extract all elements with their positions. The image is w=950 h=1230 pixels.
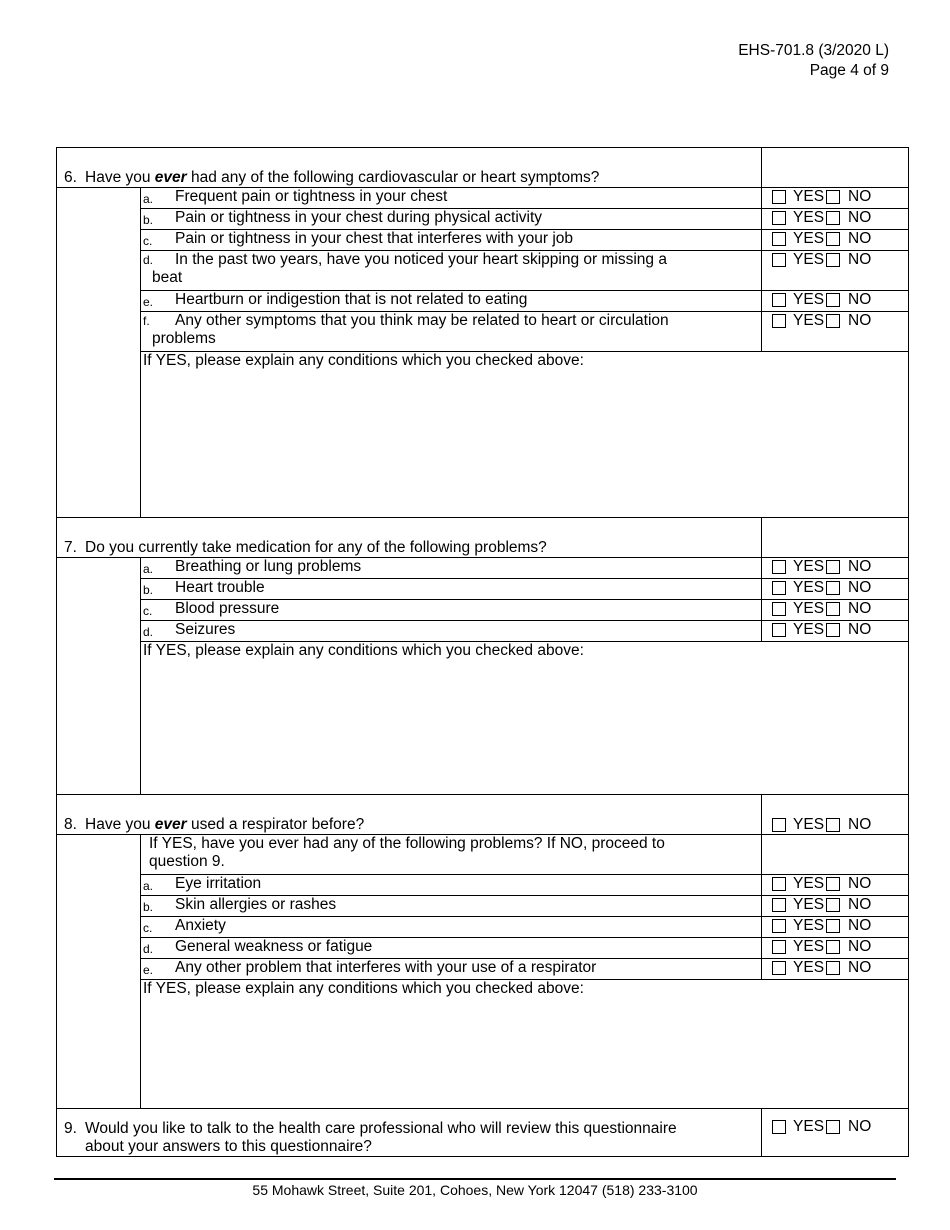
question-8: 8. Have you ever used a respirator before? [57,795,762,835]
question-6-item-a: a. Frequent pain or tightness in your chest YES NO [57,188,909,209]
yes-checkbox[interactable] [772,818,786,832]
yes-checkbox[interactable] [772,877,786,891]
yes-checkbox[interactable] [772,293,786,307]
question-8-row: 8. Have you ever used a respirator before? YES NO [57,795,909,835]
yes-checkbox[interactable] [772,314,786,328]
question-6-item-c: c. Pain or tightness in your chest that interferes with your job YES NO [57,230,909,251]
no-checkbox[interactable] [826,190,840,204]
question-8-intro: If YES, have you ever had any of the following problems? If NO, proceed to [149,835,665,852]
explain-label: If YES, please explain any conditions which you checked above: [143,642,584,659]
question-7-answer-empty [762,518,909,558]
page-number: Page 4 of 9 [809,62,889,79]
yes-checkbox[interactable] [772,919,786,933]
question-6-item-f: f. Any other symptoms that you think may be related to heart or circulation problems YES NO [57,312,909,352]
question-9: 9. Would you like to talk to the health care professional who will review this questionnaire about your answers to this questionnaire? [57,1109,762,1157]
no-checkbox[interactable] [826,581,840,595]
no-checkbox[interactable] [826,1120,840,1134]
item-text: Any other symptoms that you think may be related to heart or circulation [175,312,669,329]
question-7-item-b: b. Heart trouble YES NO [57,579,909,600]
yes-checkbox[interactable] [772,961,786,975]
item-text: Pain or tightness in your chest during physical activity [175,209,543,226]
no-checkbox[interactable] [826,314,840,328]
yes-checkbox[interactable] [772,1120,786,1134]
no-checkbox[interactable] [826,560,840,574]
item-text: Pain or tightness in your chest that interferes with your job [175,230,574,247]
question-7: 7. Do you currently take medication for any of the following problems? [57,518,762,558]
item-text: Blood pressure [175,600,280,617]
yes-checkbox[interactable] [772,253,786,267]
item-text: Heartburn or indigestion that is not related to eating [175,291,528,308]
item-text-continued: beat [152,269,183,286]
no-checkbox[interactable] [826,623,840,637]
question-9-row: 9. Would you like to talk to the health care professional who will review this questionnaire about your answers to this questionnaire? YES NO [57,1109,909,1157]
footer-address: 55 Mohawk Street, Suite 201, Cohoes, New York 12047 (518) 233-3100 [252,1182,698,1198]
no-checkbox[interactable] [826,211,840,225]
left-indent-cell [57,835,141,1109]
question-6-explain-row [57,352,909,518]
no-checkbox[interactable] [826,232,840,246]
yes-checkbox[interactable] [772,602,786,616]
no-checkbox[interactable] [826,602,840,616]
no-checkbox[interactable] [826,253,840,267]
question-8-intro-row: If YES, have you ever had any of the following problems? If NO, proceed to question 9. [57,835,909,875]
question-7-explain-row [57,642,909,795]
question-number: 9. [64,1120,77,1137]
question-8-item-e: e. Any other problem that interferes with your use of a respirator YES NO [57,959,909,980]
explain-label: If YES, please explain any conditions which you checked above: [143,980,584,997]
item-text: Eye irritation [175,875,262,892]
question-7-item-d: d. Seizures YES NO [57,621,909,642]
explain-label: If YES, please explain any conditions which you checked above: [143,352,584,369]
no-checkbox[interactable] [826,877,840,891]
question-6-item-e: e. Heartburn or indigestion that is not related to eating YES NO [57,291,909,312]
yes-checkbox[interactable] [772,581,786,595]
question-8-item-c: c. Anxiety YES NO [57,917,909,938]
no-checkbox[interactable] [826,940,840,954]
yes-checkbox[interactable] [772,190,786,204]
yes-checkbox[interactable] [772,940,786,954]
no-checkbox[interactable] [826,919,840,933]
question-7-explain-field[interactable] [141,642,909,795]
question-8-item-d: d. General weakness or fatigue YES NO [57,938,909,959]
question-8-explain-field[interactable] [141,980,909,1109]
left-indent-cell [57,188,141,518]
no-checkbox[interactable] [826,293,840,307]
item-text: Any other problem that interferes with your use of a respirator [175,959,597,976]
item-text: General weakness or fatigue [175,938,373,955]
no-checkbox[interactable] [826,818,840,832]
form-id: EHS-701.8 (3/2020 L) [738,42,889,59]
question-6-explain-field[interactable] [141,352,909,518]
question-6-item-d: d. In the past two years, have you noticed your heart skipping or missing a beat YES NO [57,251,909,291]
item-text-continued: problems [152,330,216,347]
question-number: 8. [64,816,77,833]
yes-checkbox[interactable] [772,898,786,912]
no-checkbox[interactable] [826,898,840,912]
question-number: 6. [64,169,77,186]
item-text: Heart trouble [175,579,265,596]
yes-checkbox[interactable] [772,623,786,637]
left-indent-cell [57,558,141,795]
question-7-row [57,518,909,558]
question-6-answer-empty [762,148,909,188]
question-8-explain-row [57,980,909,1109]
question-7-item-c: c. Blood pressure YES NO [57,600,909,621]
item-text: Skin allergies or rashes [175,896,337,913]
item-text: Breathing or lung problems [175,558,362,575]
questionnaire-table [56,147,909,1157]
question-6-row [57,148,909,188]
item-text: Frequent pain or tightness in your chest [175,188,448,205]
question-number: 7. [64,539,77,556]
no-checkbox[interactable] [826,961,840,975]
item-text: Anxiety [175,917,226,934]
yes-checkbox[interactable] [772,560,786,574]
item-text: Seizures [175,621,236,638]
question-6: 6. Have you ever had any of the following cardiovascular or heart symptoms? [57,148,762,188]
question-8-item-b: b. Skin allergies or rashes YES NO [57,896,909,917]
question-8-item-a: a. Eye irritation YES NO [57,875,909,896]
yes-checkbox[interactable] [772,232,786,246]
question-7-item-a: a. Breathing or lung problems YES NO [57,558,909,579]
yes-checkbox[interactable] [772,211,786,225]
footer-divider [54,1178,896,1180]
question-6-item-b: b. Pain or tightness in your chest during physical activity YES NO [57,209,909,230]
item-text: In the past two years, have you noticed your heart skipping or missing a [175,251,667,268]
